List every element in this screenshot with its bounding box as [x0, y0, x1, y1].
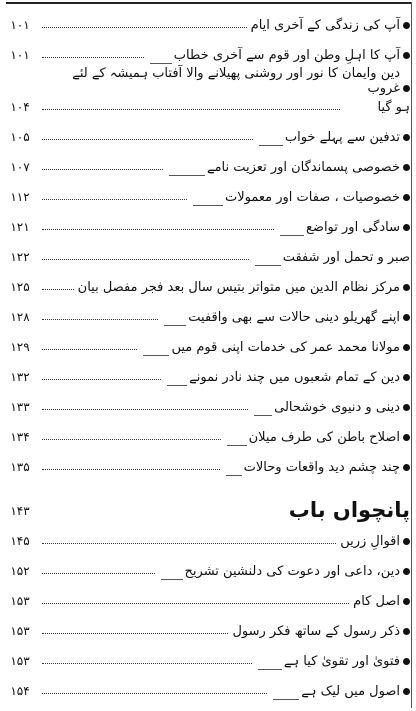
toc-entry — [0, 118, 410, 148]
chapter-title — [289, 498, 410, 522]
entry-title-block — [285, 130, 410, 148]
page-number: ۱۲۱ — [10, 220, 30, 234]
page-number: ۱۵۳ — [10, 624, 30, 638]
title-underline — [161, 579, 183, 580]
dot-leader — [42, 139, 253, 140]
dot-leader — [42, 573, 155, 574]
toc-entry — [0, 582, 410, 612]
page-number: ۱۵۴ — [10, 684, 30, 698]
entry-title: اقوالِ زریں — [340, 534, 400, 549]
page-number: ۱۲۹ — [10, 340, 30, 354]
entry-title-block — [251, 18, 410, 36]
entry-title: فتویٰ اور تقویٰ کیا ہے — [283, 654, 400, 669]
page-number: ۱۳۳ — [10, 400, 30, 414]
bullet-icon — [403, 464, 410, 471]
page-number: ۱۵۳ — [10, 654, 30, 668]
title-underline — [164, 325, 186, 326]
toc-entry — [0, 6, 410, 36]
page-number: ۱۳۴ — [10, 430, 30, 444]
entry-title: اصلاح باطن کی طرف میلان — [248, 430, 400, 445]
title-underline — [227, 445, 247, 446]
title-underline — [259, 145, 283, 146]
entry-title: خصوصی پسماندگان اور تعزیت نامے — [206, 160, 400, 175]
dot-leader — [42, 259, 249, 260]
top-border — [6, 2, 412, 4]
title-underline — [193, 205, 223, 206]
bullet-icon — [403, 688, 410, 695]
entry-title-block — [274, 400, 410, 418]
bullet-icon — [403, 344, 410, 351]
entry-title: آپ کی زندگی کے آخری ایام — [250, 18, 400, 33]
entry-title: دین کے تمام شعبوں میں چند نادر نمونے — [189, 370, 400, 385]
entry-title-block — [340, 534, 410, 552]
bullet-icon — [403, 22, 410, 29]
entry-title: دین، داعی اور دعوت کی دلنشین تشریح — [184, 564, 400, 579]
entry-title-block — [171, 340, 410, 358]
bullet-icon — [403, 568, 410, 575]
dot-leader — [42, 289, 74, 290]
entry-title: اصل کام — [353, 594, 400, 609]
dot-leader — [42, 169, 163, 170]
page-number: ۱۲۸ — [10, 310, 30, 324]
page-number: ۱۵۳ — [10, 594, 30, 608]
dot-leader — [42, 603, 349, 604]
toc-entry — [0, 388, 410, 418]
dot-leader — [42, 469, 220, 470]
entry-title-block — [225, 190, 410, 208]
entry-title-block — [244, 460, 410, 478]
page-number: ۱۰۱ — [10, 18, 30, 32]
toc-entry — [0, 208, 410, 238]
page-number: ۱۴۳ — [10, 504, 30, 518]
page-number: ۱۲۵ — [10, 280, 30, 294]
entry-title-block — [50, 66, 410, 118]
bullet-icon — [403, 134, 410, 141]
bullet-icon — [403, 52, 410, 59]
toc-entry — [0, 358, 410, 388]
title-underline — [226, 475, 242, 476]
bullet-icon — [403, 224, 410, 231]
entry-title-block — [283, 250, 410, 268]
right-border — [411, 2, 412, 708]
dot-leader — [42, 349, 137, 350]
toc-entry — [0, 238, 410, 268]
page-number: ۱۰۱ — [10, 48, 30, 62]
title-underline — [280, 235, 304, 236]
title-underline — [258, 669, 282, 670]
bullet-icon — [403, 628, 410, 635]
toc-entry — [0, 178, 410, 208]
toc-entry — [0, 268, 410, 298]
title-underline — [143, 355, 169, 356]
page-number: ۱۱۲ — [10, 190, 30, 204]
entry-title: دین وایمان کا نور اور روشنی پھیلانے والا آفتاب ہمیشہ کے لئے غروب — [72, 66, 400, 96]
dot-leader — [42, 663, 252, 664]
title-underline — [167, 385, 187, 386]
toc-entry — [0, 552, 410, 582]
entry-title-block — [207, 160, 410, 178]
toc-entry — [0, 448, 410, 478]
entry-title: مرکز نظام الدین میں متواتر بتیس سال بعد فجر مفصل بیان — [77, 280, 400, 295]
page-number: ۱۰۵ — [10, 130, 30, 144]
toc-entry — [0, 66, 410, 118]
toc-entry — [0, 298, 410, 328]
bullet-icon — [403, 538, 410, 545]
dot-leader — [42, 27, 247, 28]
dot-leader — [42, 229, 274, 230]
entry-title-block — [189, 370, 410, 388]
page-number: ۱۰۴ — [10, 100, 30, 114]
bullet-icon — [403, 284, 410, 291]
dot-leader — [42, 693, 267, 694]
bullet-icon — [403, 85, 410, 92]
entry-title-continued: ہو گیا — [377, 100, 410, 115]
title-underline — [255, 265, 281, 266]
dot-leader — [42, 633, 228, 634]
dot-leader — [42, 409, 248, 410]
entry-title: چند چشم دید واقعات وحالات — [243, 460, 400, 475]
toc-entry — [0, 612, 410, 642]
dot-leader — [42, 379, 161, 380]
entry-title: آپ کا اہلِ وطن اور قوم سے آخری خطاب — [173, 48, 400, 63]
dot-leader — [42, 319, 158, 320]
entry-title-block — [78, 280, 410, 298]
entry-title-block — [249, 430, 410, 448]
entry-title-block — [174, 48, 410, 66]
page-number: ۱۵۲ — [10, 564, 30, 578]
bullet-icon — [403, 598, 410, 605]
entry-title-block — [185, 564, 410, 582]
entry-title-block — [232, 624, 410, 642]
entry-title-block — [188, 310, 410, 328]
entry-title: خصوصیات ، صفات اور معمولات — [224, 190, 400, 205]
title-underline — [150, 63, 172, 64]
bullet-icon — [403, 314, 410, 321]
dot-leader — [42, 199, 187, 200]
entry-title-block — [284, 654, 410, 672]
page-number: ۱۲۲ — [10, 250, 30, 264]
entry-title: سادگی اور تواضع — [305, 220, 400, 235]
entry-title: صبر و تحمل اور شفقت — [282, 250, 410, 265]
dot-leader — [42, 57, 144, 58]
title-underline — [254, 415, 272, 416]
entry-title-block — [353, 594, 410, 612]
toc-entry — [0, 418, 410, 448]
page-number: ۱۴۵ — [10, 534, 30, 548]
table-of-contents — [0, 6, 410, 702]
toc-entry — [0, 642, 410, 672]
entry-title: تدفین سے پہلے خواب — [284, 130, 400, 145]
bullet-icon — [403, 164, 410, 171]
dot-leader — [42, 543, 336, 544]
entry-title: اصول میں لیک ہے — [301, 684, 400, 699]
chapter-heading-row — [0, 478, 410, 522]
page-number: ۱۳۵ — [10, 460, 30, 474]
page-number: ۱۰۷ — [10, 160, 30, 174]
entry-title-block — [306, 220, 410, 238]
entry-title-block — [301, 684, 410, 702]
bullet-icon — [403, 404, 410, 411]
entry-title: ذکر رسول کے ساتھ فکر رسول — [232, 624, 400, 639]
bullet-icon — [403, 374, 410, 381]
entry-title: دینی و دنیوی خوشحالی — [274, 400, 400, 415]
bullet-icon — [403, 194, 410, 201]
toc-entry — [0, 522, 410, 552]
entry-title: مولانا محمد عمر کی خدمات اپنی قوم میں — [171, 340, 400, 355]
toc-entry — [0, 148, 410, 178]
page-number: ۱۳۲ — [10, 370, 30, 384]
chapter-title-text: پانچواں باب — [288, 498, 410, 522]
dot-leader — [42, 439, 221, 440]
toc-entry — [0, 672, 410, 702]
toc-entry — [0, 36, 410, 66]
entry-title: اپنے گھریلو دینی حالات سے بھی واقفیت — [188, 310, 400, 325]
title-underline — [273, 699, 299, 700]
title-underline — [169, 175, 205, 176]
bullet-icon — [403, 434, 410, 441]
bullet-icon — [403, 658, 410, 665]
toc-entry — [0, 328, 410, 358]
